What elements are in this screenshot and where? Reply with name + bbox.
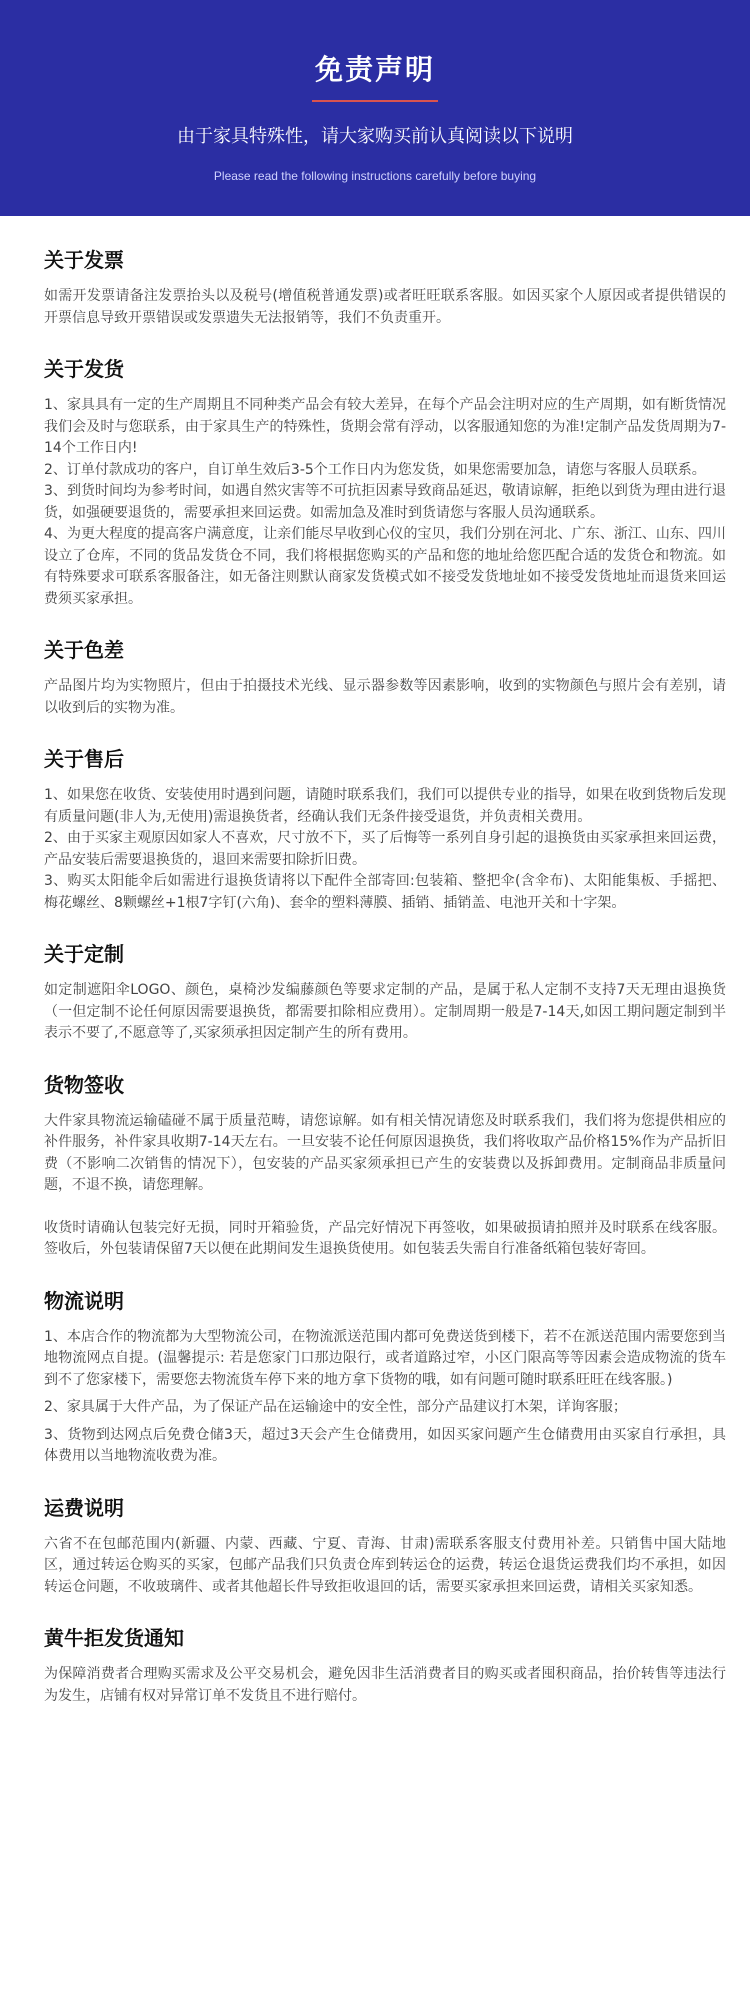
section-receipt: [44, 1071, 726, 1261]
section-title: 黄牛拒发货通知: [44, 1626, 184, 1650]
section-title: 关于发货: [44, 357, 124, 381]
section-after-sale: [44, 745, 726, 914]
section-logistics: [44, 1287, 726, 1468]
section-title: 货物签收: [44, 1072, 124, 1097]
page-subtitle-english: Please read the following instructions carefully before buying: [213, 169, 537, 183]
section-title: 物流说明: [44, 1288, 124, 1313]
disclaimer-content: [0, 216, 750, 1707]
section-shipping: [44, 355, 726, 610]
section-title: 运费说明: [44, 1495, 124, 1520]
section-title: 关于定制: [44, 942, 124, 966]
section-title: 关于售后: [44, 747, 124, 771]
section-paragraph: 2、由于买家主观原因如家人不喜欢，尺寸放不下，买了后悔等一系列自身引起的退换货由买家承担来回运费，产品安装后需要退换货的，退回来需要扣除折旧费。: [44, 830, 726, 868]
page-title: 免责声明: [314, 53, 435, 86]
section-paragraph: 3、到货时间均为参考时间，如遇自然灾害等不可抗拒因素导致商品延迟，敬请谅解，拒绝以到货为理由进行退货，如强硬要退货的，需要承担来回运费。如需加急及准时到货请您与客服人员沟通联系。: [44, 483, 726, 521]
section-paragraph: 为保障消费者合理购买需求及公平交易机会，避免因非生活消费者目的购买或者囤积商品，抬价转售等违法行为发生，店铺有权对异常订单不发货且不进行赔付。: [44, 1666, 726, 1704]
section-paragraph: 如需开发票请备注发票抬头以及税号(增值税普通发票)或者旺旺联系客服。如因买家个人原因或者提供错误的开票信息导致开票错误或发票遗失无法报销等，我们不负责重开。: [44, 288, 726, 326]
section-paragraph: 产品图片均为实物照片，但由于拍摄技术光线、显示器参数等因素影响，收到的实物颜色与照片会有差别，请以收到后的实物为准。: [44, 678, 726, 716]
section-freight: [44, 1494, 726, 1599]
section-paragraph: 1、如果您在收货、安装使用时遇到问题，请随时联系我们，我们可以提供专业的指导，如果在收到货物后发现有质量问题(非人为,无使用)需退换货者，经确认我们无条件接受退货，并负责相关费用。: [44, 787, 726, 825]
section-color-difference: [44, 636, 726, 719]
section-paragraph: 2、家具属于大件产品，为了保证产品在运输途中的安全性，部分产品建议打木架，详询客服；: [44, 1399, 627, 1415]
title-divider: [312, 100, 438, 102]
section-custom: [44, 940, 726, 1045]
section-paragraph: 2、订单付款成功的客户，自订单生效后3-5个工作日内为您发货，如果您需要加急，请您与客服人员联系。: [44, 461, 706, 478]
section-scalper-notice: [44, 1624, 726, 1707]
page-header: [0, 0, 750, 216]
section-paragraph: 六省不在包邮范围内(新疆、内蒙、西藏、宁夏、青海、甘肃)需联系客服支付费用补差。只销售中国大陆地区，通过转运仓购买的买家，包邮产品我们只负责仓库到转运仓的运费，转运仓退货运费我们均不承担，如因转运仓问题，不收玻璃件、或者其他超长件导致拒收退回的话，需要买家承担来回运费，请相关买家知悉。: [44, 1535, 726, 1595]
section-title: 关于发票: [44, 248, 124, 272]
section-paragraph: 1、家具具有一定的生产周期且不同种类产品会有较大差异，在每个产品会注明对应的生产周期，如有断货情况我们会及时与您联系，由于家具生产的特殊性，货期会常有浮动，以客服通知您的为准!定制产品发货周期为7-14个工作日内!: [44, 397, 726, 456]
section-paragraph: 如定制遮阳伞LOGO、颜色，桌椅沙发编藤颜色等要求定制的产品，是属于私人定制不支持7天无理由退换货（一但定制不论任何原因需要退换货，都需要扣除相应费用）。定制周期一般是7-14天,如因工期问题定制到半表示不要了,不愿意等了,买家须承担因定制产生的所有费用。: [44, 982, 726, 1041]
section-title: 关于色差: [44, 638, 124, 662]
section-paragraph: 大件家具物流运输磕碰不属于质量范畴，请您谅解。如有相关情况请您及时联系我们，我们将为您提供相应的补件服务，补件家具收期7-14天左右。一旦安装不论任何原因退换货，我们将收取产品价格15%作为产品折旧费（不影响二次销售的情况下），包安装的产品买家须承担已产生的安装费以及拆卸费用。定制商品非质量问题，不退不换，请您理解。: [44, 1112, 726, 1193]
section-paragraph: 4、为更大程度的提高客户满意度，让亲们能尽早收到心仪的宝贝，我们分别在河北、广东、浙江、山东、四川设立了仓库，不同的货品发货仓不同，我们将根据您购买的产品和您的地址给您匹配合适的发货仓和物流。如有特殊要求可联系客服备注，如无备注则默认商家发货模式如不接受发货地址如不接受发货地址而退货来回运费须买家承担。: [44, 526, 726, 607]
page-subtitle: 由于家具特殊性，请大家购买前认真阅读以下说明: [177, 126, 573, 147]
section-paragraph: 收货时请确认包装完好无损，同时开箱验货，产品完好情况下再签收，如果破损请拍照并及时联系在线客服。签收后，外包装请保留7天以便在此期间发生退换货使用。如包装丢失需自行准备纸箱包装好寄回。: [44, 1219, 726, 1257]
section-paragraph: 3、货物到达网点后免费仓储3天，超过3天会产生仓储费用，如因买家问题产生仓储费用由买家自行承担，具体费用以当地物流收费为准。: [44, 1426, 726, 1464]
section-invoice: [44, 246, 726, 329]
section-paragraph: 1、本店合作的物流都为大型物流公司，在物流派送范围内都可免费送货到楼下，若不在派送范围内需要您到当地物流网点自提。(温馨提示: 若是您家门口那边限行，或者道路过窄，小区门限高等等因素会造成物流的货车到不了您家楼下，需要您去物流货车停下来的地方拿下货物的哦，如有问题可随时联系旺旺在线客服。): [44, 1328, 726, 1388]
section-paragraph: 3、购买太阳能伞后如需进行退换货请将以下配件全部寄回:包装箱、整把伞(含伞布)、太阳能集板、手摇把、梅花螺丝、8颗螺丝+1根7字钉(六角)、套伞的塑料薄膜、插销、插销盖、电池开关和十字架。: [44, 873, 726, 911]
